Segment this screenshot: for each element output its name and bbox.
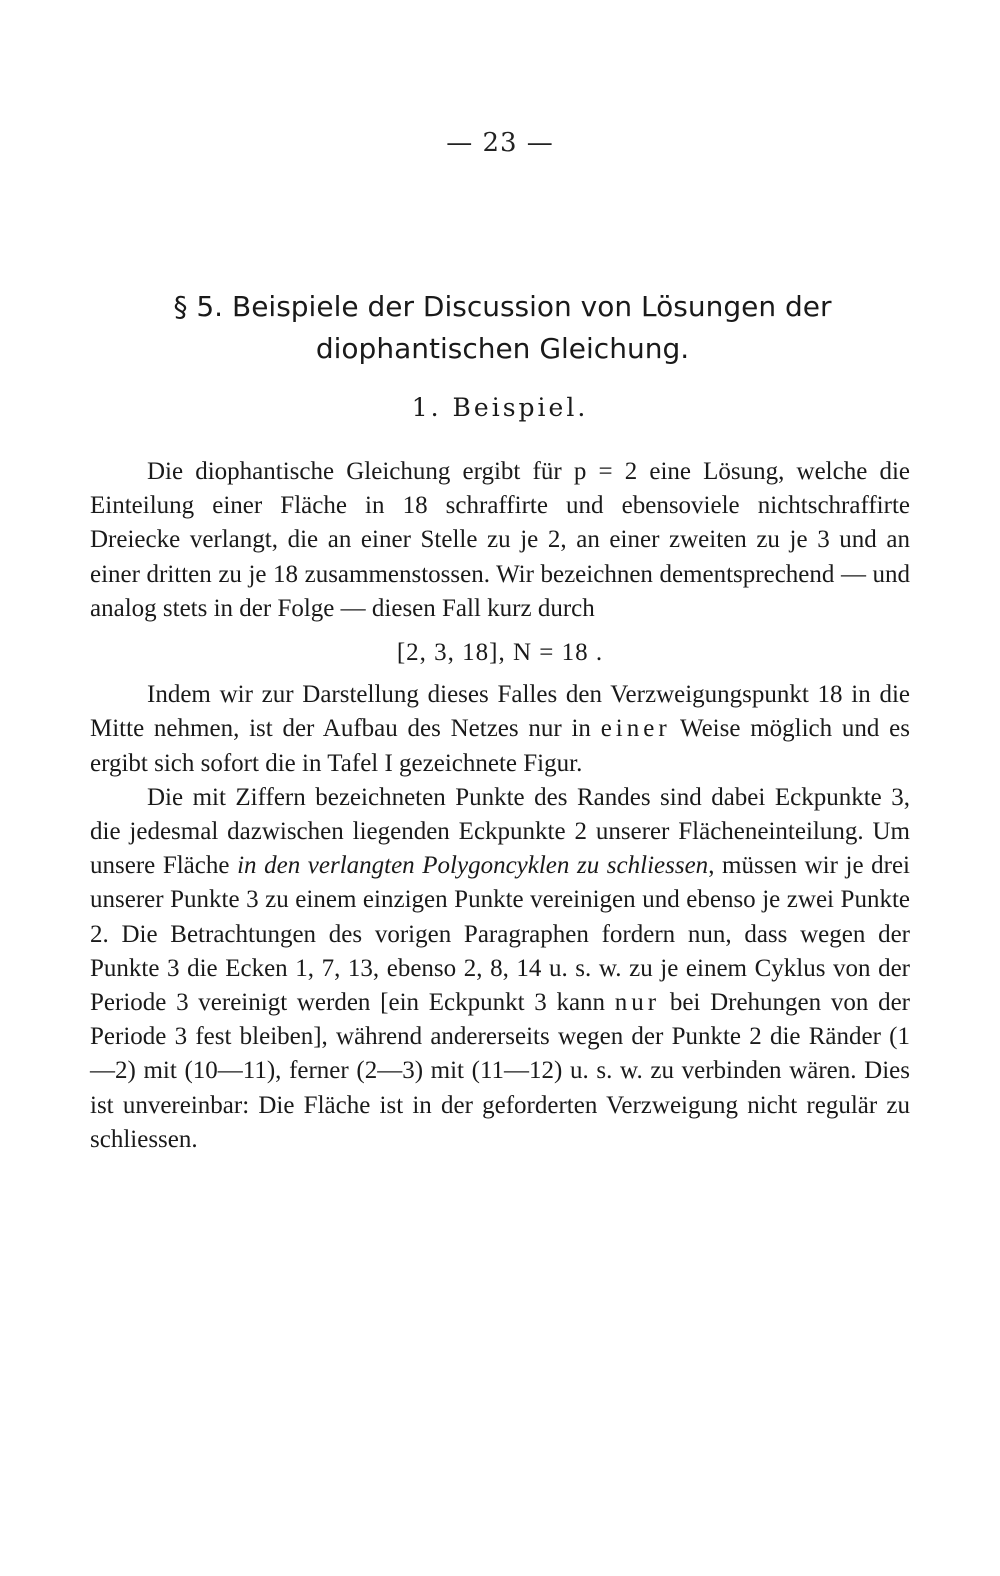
paragraph-3-text-a: Die mit Ziffern bezeichneten Punkte des Randes sind dabei Eckpunkte 3, die jedesmal dazwischen liegenden Eckpunkte 2 unserer Flächeneinteilung. Um unsere Fläche [90,783,910,880]
paragraph-3-text-c: bei Drehungen von der Periode 3 fest bleiben], während andererseits wegen der Punkte 2 die Ränder (1—2) mit (10—11), ferner (2—3) mit (11—12) u. s. w. zu verbinden wären. Dies ist unvereinbar: Die Fläche ist in der geforderten Verzweigung nicht regulär zu schliessen. [90,989,910,1153]
formula: [2, 3, 18], N = 18 . [396,639,604,667]
paragraph-3-italic: in den verlangten Polygoncyklen zu schliessen [237,852,709,880]
paragraph-3 [90,781,910,1157]
paragraph-2-emphasis: einer [600,715,671,743]
example-subheading: 1. Beispiel. [411,393,589,422]
paragraph-1: Die diophantische Gleichung ergibt für p = 2 eine Lösung, welche die Einteilung einer Fläche in 18 schraffirte und ebensoviele nichtschraffirte Dreiecke verlangt, die an einer Stelle zu je 2, an einer zweiten zu je 3 und an einer dritten zu je 18 zusammenstossen. Wir bezeichnen dementsprechend — und analog stets in der Folge — diesen Fall kurz durch [90,458,910,622]
section-heading: § 5. Beispiele der Discussion von Lösungen der diophantischen Gleichung. [173,290,832,365]
body-text [90,455,910,1157]
paragraph-3-emphasis: nur [614,989,661,1017]
page-number: — 23 — [446,128,554,158]
paragraph-3-text-b: , müssen wir je drei unserer Punkte 3 zu einem einzigen Punkte vereinigen und ebenso je zwei Punkte 2. Die Betrachtungen des vorigen Paragraphen fordern nun, dass wegen der Punkte 3 die Ecken 1, 7, 13, ebenso 2, 8, 14 u. s. w. zu je einem Cyklus von der Periode 3 vereinigt werden [ein Eckpunkt 3 kann [90,852,911,1017]
paragraph-2-text-a: Indem wir zur Darstellung dieses Falles den Verzweigungspunkt 18 in die Mitte nehmen, ist der Aufbau des Netzes nur in [90,681,910,743]
paragraph-2 [90,678,910,781]
paragraph-2-text-b: Weise möglich und es ergibt sich sofort die in Tafel I gezeichnete Figur. [90,715,910,777]
